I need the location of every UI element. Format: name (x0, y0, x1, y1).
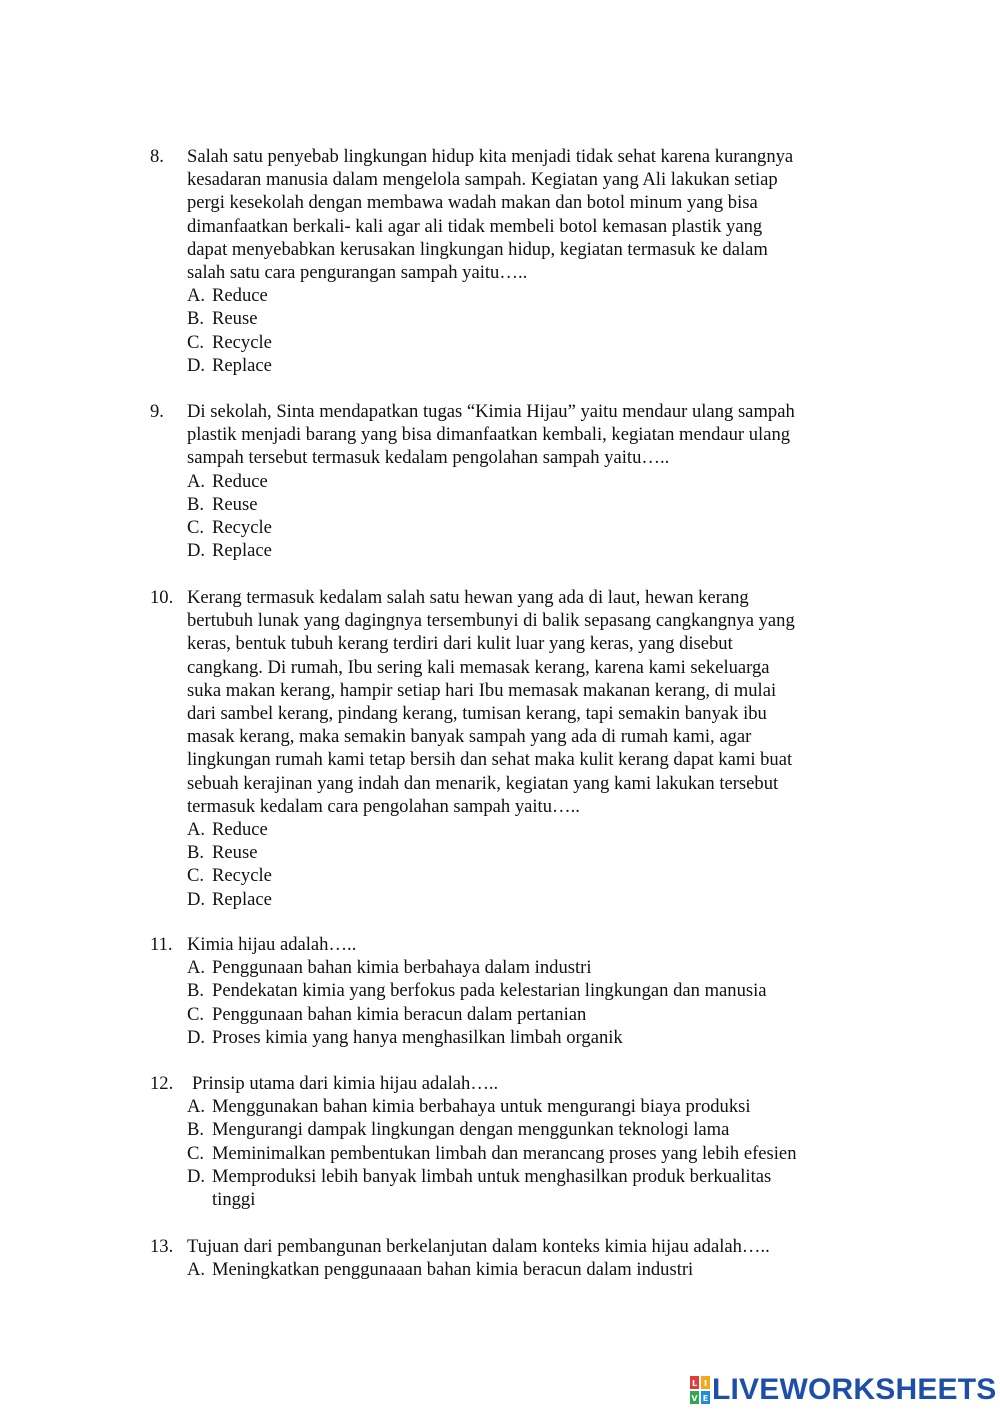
question-number: 12. (150, 1073, 174, 1094)
option-a[interactable] (187, 470, 850, 493)
option-d[interactable] (187, 1165, 850, 1211)
answer-options (150, 1258, 850, 1281)
question-number: 13. (150, 1236, 174, 1257)
option-letter: D. (187, 354, 206, 376)
question-13 (150, 1235, 850, 1281)
option-text: Menggunakan bahan kimia berbahaya untuk mengurangi biaya produksi (212, 1096, 751, 1118)
option-c[interactable] (187, 1003, 850, 1026)
question-text: Di sekolah, Sinta mendapatkan tugas “Kimia Hijau” yaitu mendaur ulang sampah plastik menjadi barang yang bisa dimanfaatkan kembali, kegiatan mendaur ulang sampah tersebut termasuk kedalam pengolahan sampah yaitu….. (187, 401, 795, 469)
option-text: Meminimalkan pembentukan limbah dan merancang proses yang lebih efesien (212, 1142, 797, 1164)
question-12 (150, 1072, 850, 1211)
option-a[interactable] (187, 956, 850, 979)
option-a[interactable] (187, 1258, 850, 1281)
option-text: Memproduksi lebih banyak limbah untuk menghasilkan produk berkualitas tinggi (212, 1165, 772, 1211)
option-text: Reduce (212, 819, 268, 841)
option-b[interactable] (187, 979, 850, 1002)
option-letter: A. (187, 819, 206, 841)
option-letter: B. (187, 308, 205, 330)
question-9 (150, 400, 850, 562)
option-a[interactable] (187, 284, 850, 307)
question-10 (150, 586, 850, 911)
option-text: Replace (212, 354, 272, 376)
option-d[interactable] (187, 354, 850, 377)
option-text: Recycle (212, 331, 272, 353)
option-text: Recycle (212, 517, 272, 539)
option-d[interactable] (187, 539, 850, 562)
option-d[interactable] (187, 1026, 850, 1049)
option-text: Mengurangi dampak lingkungan dengan menggunkan teknologi lama (212, 1119, 730, 1141)
option-letter: C. (187, 517, 205, 539)
option-a[interactable] (187, 818, 850, 841)
question-11 (150, 933, 850, 1049)
answer-options (150, 1095, 850, 1211)
answer-options (150, 284, 850, 377)
option-letter: D. (187, 888, 206, 910)
option-letter: B. (187, 980, 205, 1002)
option-letter: C. (187, 1142, 205, 1164)
answer-options (150, 818, 850, 911)
option-letter: A. (187, 1259, 206, 1281)
option-letter: C. (187, 865, 205, 887)
liveworksheets-wordmark: LIVEWORKSHEETS (712, 1373, 997, 1406)
option-letter: B. (187, 842, 205, 864)
option-b[interactable] (187, 307, 850, 330)
option-text: Pendekatan kimia yang berfokus pada kelestarian lingkungan dan manusia (212, 980, 767, 1002)
option-letter: D. (187, 1026, 206, 1048)
option-c[interactable] (187, 864, 850, 887)
option-text: Reuse (212, 308, 258, 330)
option-b[interactable] (187, 841, 850, 864)
question-8 (150, 145, 850, 377)
question-text: Kerang termasuk kedalam salah satu hewan yang ada di laut, hewan kerang bertubuh lunak yang dagingnya tersembunyi di balik sepasang cangkangnya yang keras, bentuk tubuh kerang terdiri dari kulit luar yang keras, yang disebut cangkang. Di rumah, Ibu sering kali memasak kerang, karena kami sekeluarga suka makan kerang, hampir setiap hari Ibu memasak makanan kerang, di mulai dari sambel kerang, pindang kerang, tumisan kerang, tapi semakin banyak ibu masak kerang, maka semakin banyak sampah yang ada di rumah kami, agar lingkungan rumah kami tetap bersih dan sehat maka kulit kerang dapat kami buat sebuah kerajinan yang indah dan menarik, kegiatan yang kami lakukan tersebut termasuk kedalam cara pengolahan sampah yaitu….. (187, 587, 795, 817)
question-text: Prinsip utama dari kimia hijau adalah….. (192, 1073, 499, 1094)
option-letter: A. (187, 957, 206, 979)
option-text: Penggunaan bahan kimia berbahaya dalam industri (212, 957, 592, 979)
question-number: 9. (150, 401, 164, 422)
option-text: Proses kimia yang hanya menghasilkan limbah organik (212, 1026, 623, 1048)
question-number: 8. (150, 146, 164, 167)
question-text: Kimia hijau adalah….. (187, 934, 357, 955)
option-text: Reduce (212, 470, 268, 492)
option-letter: C. (187, 331, 205, 353)
option-text: Replace (212, 540, 272, 562)
option-text: Recycle (212, 865, 272, 887)
option-letter: B. (187, 1119, 205, 1141)
svg-text:V: V (691, 1394, 698, 1403)
option-text: Replace (212, 888, 272, 910)
option-text: Reuse (212, 842, 258, 864)
option-text: Reuse (212, 493, 258, 515)
option-text: Penggunaan bahan kimia beracun dalam pertanian (212, 1003, 587, 1025)
question-text: Salah satu penyebab lingkungan hidup kita menjadi tidak sehat karena kurangnya kesadaran manusia dalam mengelola sampah. Kegiatan yang Ali lakukan setiap pergi kesekolah dengan membawa wadah makan dan botol minum yang bisa dimanfaatkan berkali- kali agar ali tidak membeli botol kemasan plastik yang dapat menyebabkan kerusakan lingkungan hidup, kegiatan termasuk ke dalam salah satu cara pengurangan sampah yaitu….. (187, 146, 794, 284)
liveworksheets-mark-icon (690, 1375, 710, 1405)
option-letter: D. (187, 540, 206, 562)
option-text: Reduce (212, 285, 268, 307)
option-a[interactable] (187, 1095, 850, 1118)
option-c[interactable] (187, 516, 850, 539)
answer-options (150, 470, 850, 563)
option-c[interactable] (187, 331, 850, 354)
option-letter: C. (187, 1003, 205, 1025)
svg-text:E: E (702, 1394, 709, 1403)
option-letter: A. (187, 1096, 206, 1118)
question-number: 10. (150, 587, 174, 608)
option-text: Meningkatkan penggunaaan bahan kimia beracun dalam industri (212, 1259, 694, 1281)
option-letter: A. (187, 470, 206, 492)
answer-options (150, 956, 850, 1049)
option-b[interactable] (187, 1118, 850, 1141)
option-c[interactable] (187, 1142, 850, 1165)
option-b[interactable] (187, 493, 850, 516)
svg-text:I: I (704, 1379, 707, 1388)
option-letter: A. (187, 285, 206, 307)
question-text: Tujuan dari pembangunan berkelanjutan dalam konteks kimia hijau adalah….. (187, 1236, 770, 1257)
svg-text:L: L (691, 1379, 698, 1388)
option-d[interactable] (187, 888, 850, 911)
option-letter: B. (187, 493, 205, 515)
liveworksheets-logo (690, 1373, 997, 1407)
question-number: 11. (150, 934, 173, 955)
option-letter: D. (187, 1165, 206, 1187)
